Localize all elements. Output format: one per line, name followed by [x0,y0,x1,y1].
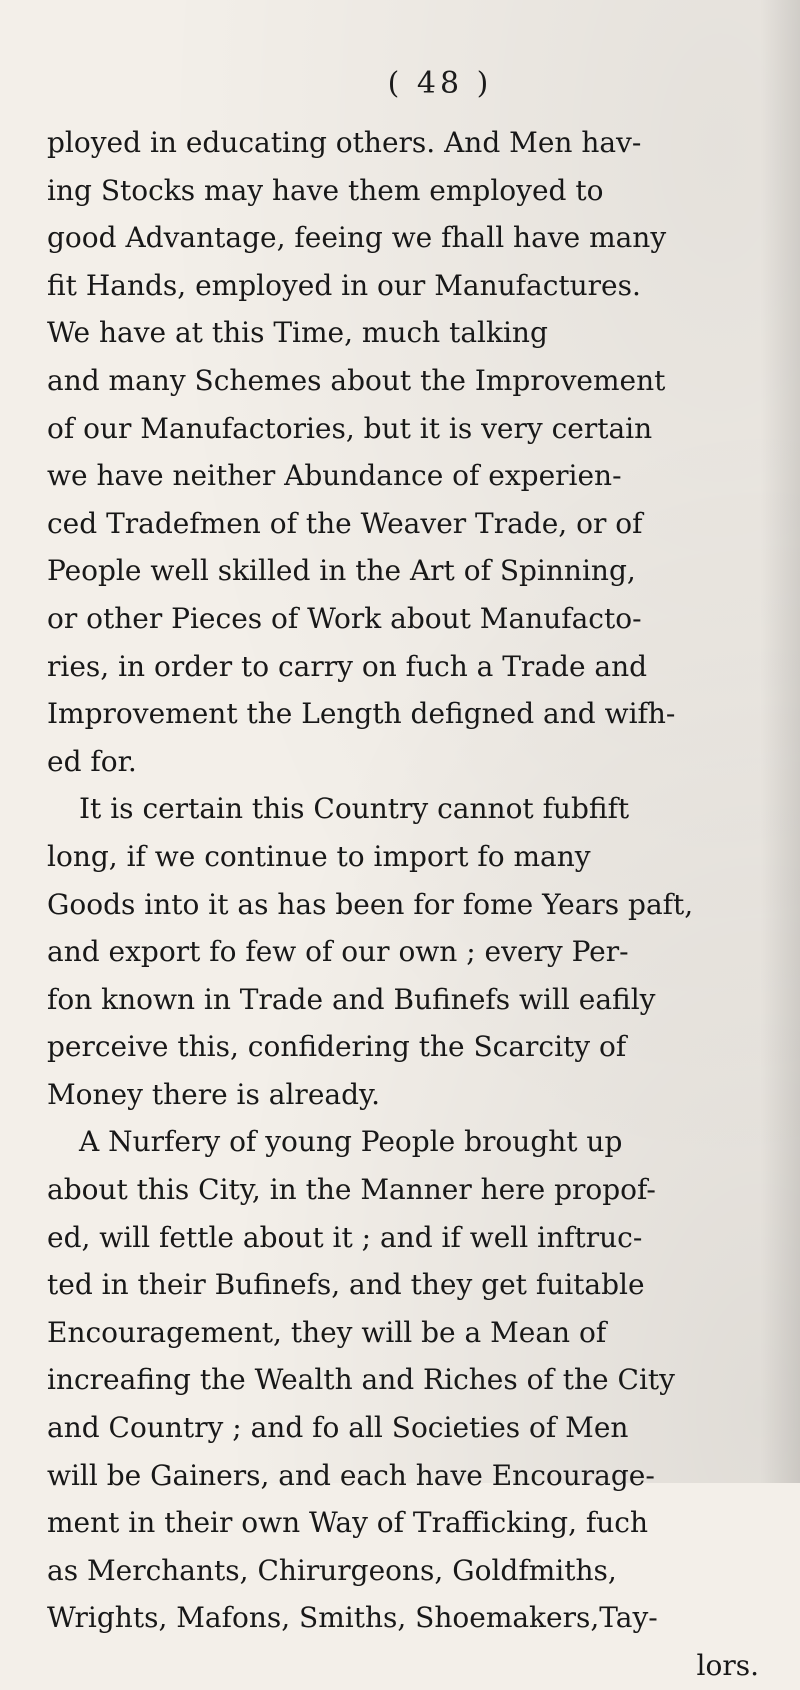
text-line: ment in their own Way of Trafficking, fuch [47,1506,649,1540]
text-line: Improvement the Length defigned and wifh- [47,697,676,731]
text-line: ed, will fettle about it ; and if well inftruc- [47,1220,643,1254]
text-line: Goods into it as has been for fome Years paft, [47,887,694,921]
text-line: ted in their Bufinefs, and they get fuitable [47,1268,645,1302]
text-line: fit Hands, employed in our Manufactures. [47,268,641,302]
text-line: increafing the Wealth and Riches of the City [47,1363,675,1397]
text-line: perceive this, confidering the Scarcity of [47,1030,627,1064]
text-line: ing Stocks may have them employed to [47,173,604,207]
text-line: ced Tradefmen of the Weaver Trade, or of [47,506,643,540]
paragraph-start-line: A Nurfery of young People brought up [79,1125,623,1159]
page-number-header: ( 48 ) [387,66,493,101]
text-line: long, if we continue to import fo many [47,839,591,873]
text-line: as Merchants, Chirurgeons, Goldfmiths, [47,1553,617,1587]
text-line: about this City, in the Manner here propof- [47,1173,656,1207]
text-line: People well skilled in the Art of Spinning, [47,554,636,588]
text-line: Encouragement, they will be a Mean of [47,1315,607,1349]
paragraph-start-line: It is certain this Country cannot fubfift [79,792,630,826]
text-line: ed for. [47,744,137,778]
text-line: or other Pieces of Work about Manufacto- [47,601,642,635]
text-line: and export fo few of our own ; every Per- [47,935,629,969]
text-line: ployed in educating others. And Men hav- [47,126,642,159]
text-line: will be Gainers, and each have Encourage- [47,1458,655,1492]
text-line: We have at this Time, much talking [47,316,548,350]
text-line-continuation: lors. [696,1649,759,1682]
body-text [47,119,779,1690]
text-line: ries, in order to carry on fuch a Trade and [47,649,648,683]
text-line: good Advantage, feeing we fhall have many [47,221,667,255]
text-line: Money there is already. [47,1077,381,1111]
text-line: of our Manufactories, but it is very certain [47,411,653,445]
text-line: and many Schemes about the Improvement [47,363,666,397]
text-line: fon known in Trade and Bufinefs will eafily [47,982,656,1016]
text-line: and Country ; and fo all Societies of Men [47,1411,629,1445]
text-line: we have neither Abundance of experien- [47,459,622,493]
text-line: Wrights, Mafons, Smiths, Shoemakers,Tay- [47,1601,658,1635]
